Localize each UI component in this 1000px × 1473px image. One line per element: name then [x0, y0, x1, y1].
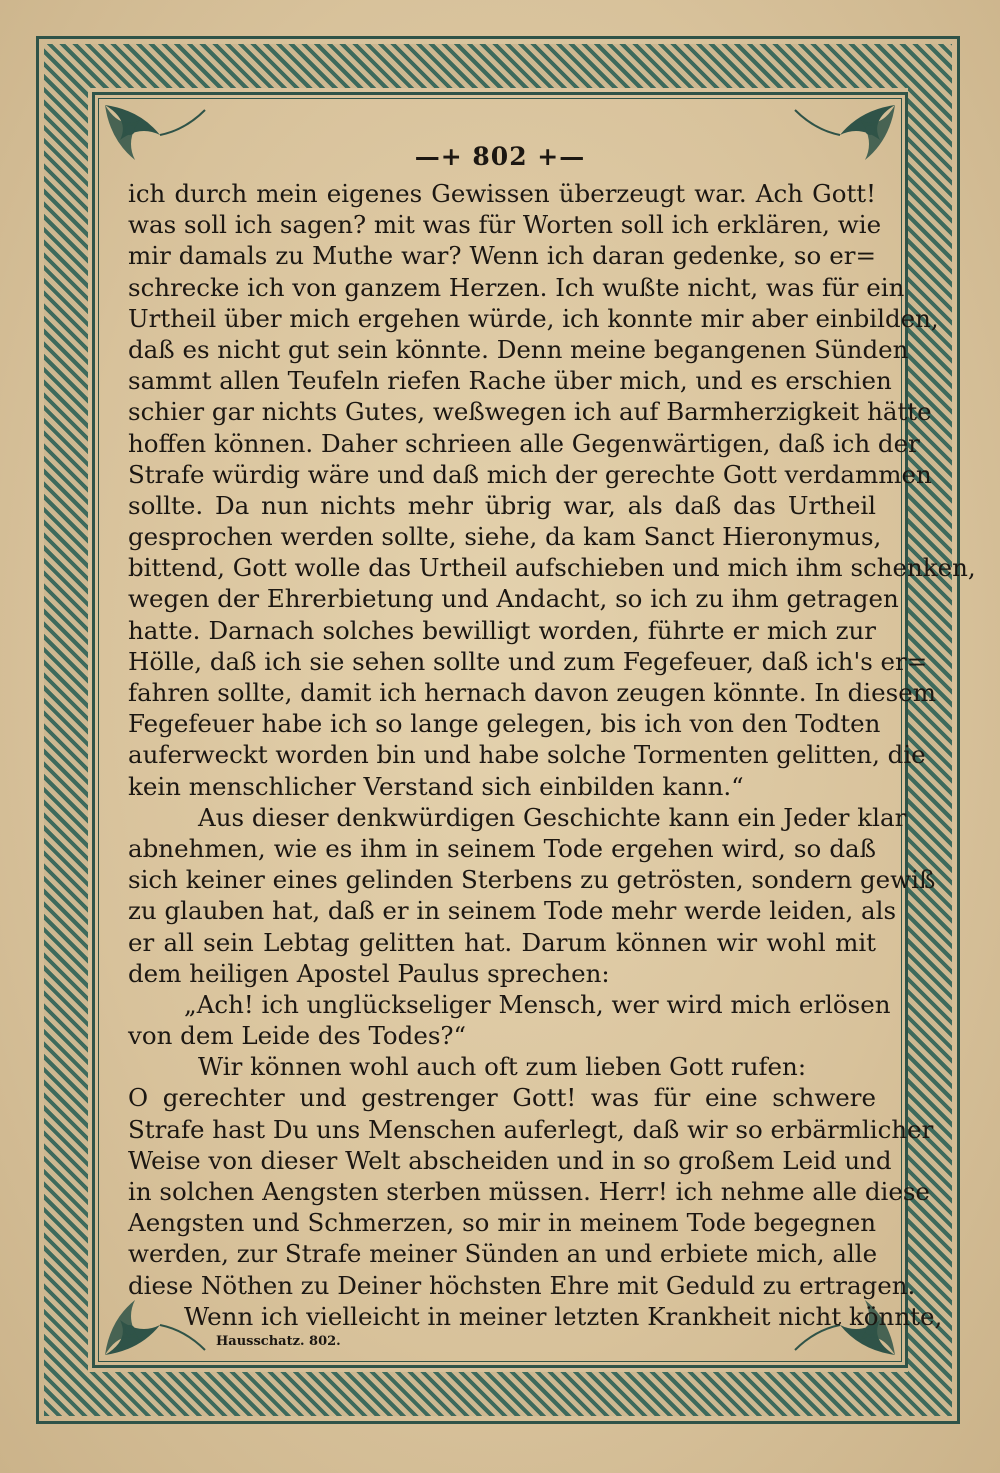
text-line: hatte. Darnach solches bewilligt worden, führte er mich zur	[128, 615, 876, 645]
text-line: daß es nicht gut sein könnte. Denn meine begangenen Sünden	[128, 334, 909, 364]
text-line: Aus dieser denkwürdigen Geschichte kann ein Jeder klar	[198, 802, 907, 832]
text-line: Hölle, daß ich sie sehen sollte und zum Fegefeuer, daß ich's er=	[128, 646, 928, 676]
text-line: Aengsten und Schmerzen, so mir in meinem Tode begegnen	[128, 1208, 876, 1238]
text-line: hoffen können. Daher schrieen alle Gegenwärtigen, daß ich der	[128, 428, 920, 458]
text-line: Strafe würdig wäre und daß mich der gerechte Gott verdammen	[128, 459, 932, 489]
text-line: bittend, Gott wolle das Urtheil aufschieben und mich ihm schenken,	[128, 553, 976, 583]
text-line: Urtheil über mich ergehen würde, ich konnte mir aber einbilden,	[128, 303, 939, 333]
footer-signature: Hausschatz. 802.	[216, 1334, 341, 1349]
text-line: sammt allen Teufeln riefen Rache über mich, und es erschien	[128, 366, 892, 396]
text-line: Weise von dieser Welt abscheiden und in so großem Leid und	[128, 1145, 892, 1175]
text-line: sich keiner eines gelinden Sterbens zu getrösten, sondern gewiß	[128, 865, 936, 895]
text-line: dem heiligen Apostel Paulus sprechen:	[128, 958, 610, 988]
text-line: Wir können wohl auch oft zum lieben Gott rufen:	[198, 1052, 807, 1082]
text-line: was soll ich sagen? mit was für Worten soll ich erklären, wie	[128, 210, 882, 240]
text-line: in solchen Aengsten sterben müssen. Herr! ich nehme alle diese	[128, 1177, 930, 1206]
body-text	[128, 178, 976, 1332]
page-number: —+ 802 +—	[414, 142, 586, 171]
text-line: „Ach! ich unglückseliger Mensch, wer wird mich erlösen	[184, 989, 891, 1019]
text-line: Fegefeuer habe ich so lange gelegen, bis ich von den Todten	[128, 709, 881, 739]
text-line: werden, zur Strafe meiner Sünden an und erbiete mich, alle	[128, 1239, 878, 1269]
text-line: O gerechter und gestrenger Gott! was für eine schwere	[128, 1083, 876, 1113]
text-line: gesprochen werden sollte, siehe, da kam Sanct Hieronymus,	[128, 522, 882, 552]
text-line: fahren sollte, damit ich hernach davon zeugen könnte. In diesem	[128, 678, 936, 707]
text-line: abnehmen, wie es ihm in seinem Tode ergehen wird, so daß	[128, 833, 876, 863]
text-line: Wenn ich vielleicht in meiner letzten Krankheit nicht könnte,	[184, 1301, 943, 1331]
text-line: wegen der Ehrerbietung und Andacht, so ich zu ihm getragen	[128, 584, 899, 614]
text-line: mir damals zu Muthe war? Wenn ich daran gedenke, so er=	[128, 241, 876, 271]
text-line: von dem Leide des Todes?“	[128, 1021, 467, 1051]
text-line: er all sein Lebtag gelitten hat. Darum können wir wohl mit	[128, 927, 876, 957]
text-line: zu glauben hat, daß er in seinem Tode mehr werde leiden, als	[128, 896, 897, 926]
text-line: diese Nöthen zu Deiner höchsten Ehre mit Geduld zu ertragen.	[128, 1270, 916, 1300]
text-line: auferweckt worden bin und habe solche Tormenten gelitten, die	[128, 740, 926, 770]
text-line: schier gar nichts Gutes, weßwegen ich auf Barmherzigkeit hätte	[128, 397, 932, 427]
text-line: sollte. Da nun nichts mehr übrig war, als daß das Urtheil	[128, 490, 876, 520]
text-line: kein menschlicher Verstand sich einbilden kann.“	[128, 771, 744, 801]
text-line: ich durch mein eigenes Gewissen überzeugt war. Ach Gott!	[128, 179, 876, 208]
text-line: Strafe hast Du uns Menschen auferlegt, daß wir so erbärmlicher	[128, 1114, 934, 1144]
text-line: schrecke ich von ganzem Herzen. Ich wußte nicht, was für ein	[128, 272, 905, 302]
